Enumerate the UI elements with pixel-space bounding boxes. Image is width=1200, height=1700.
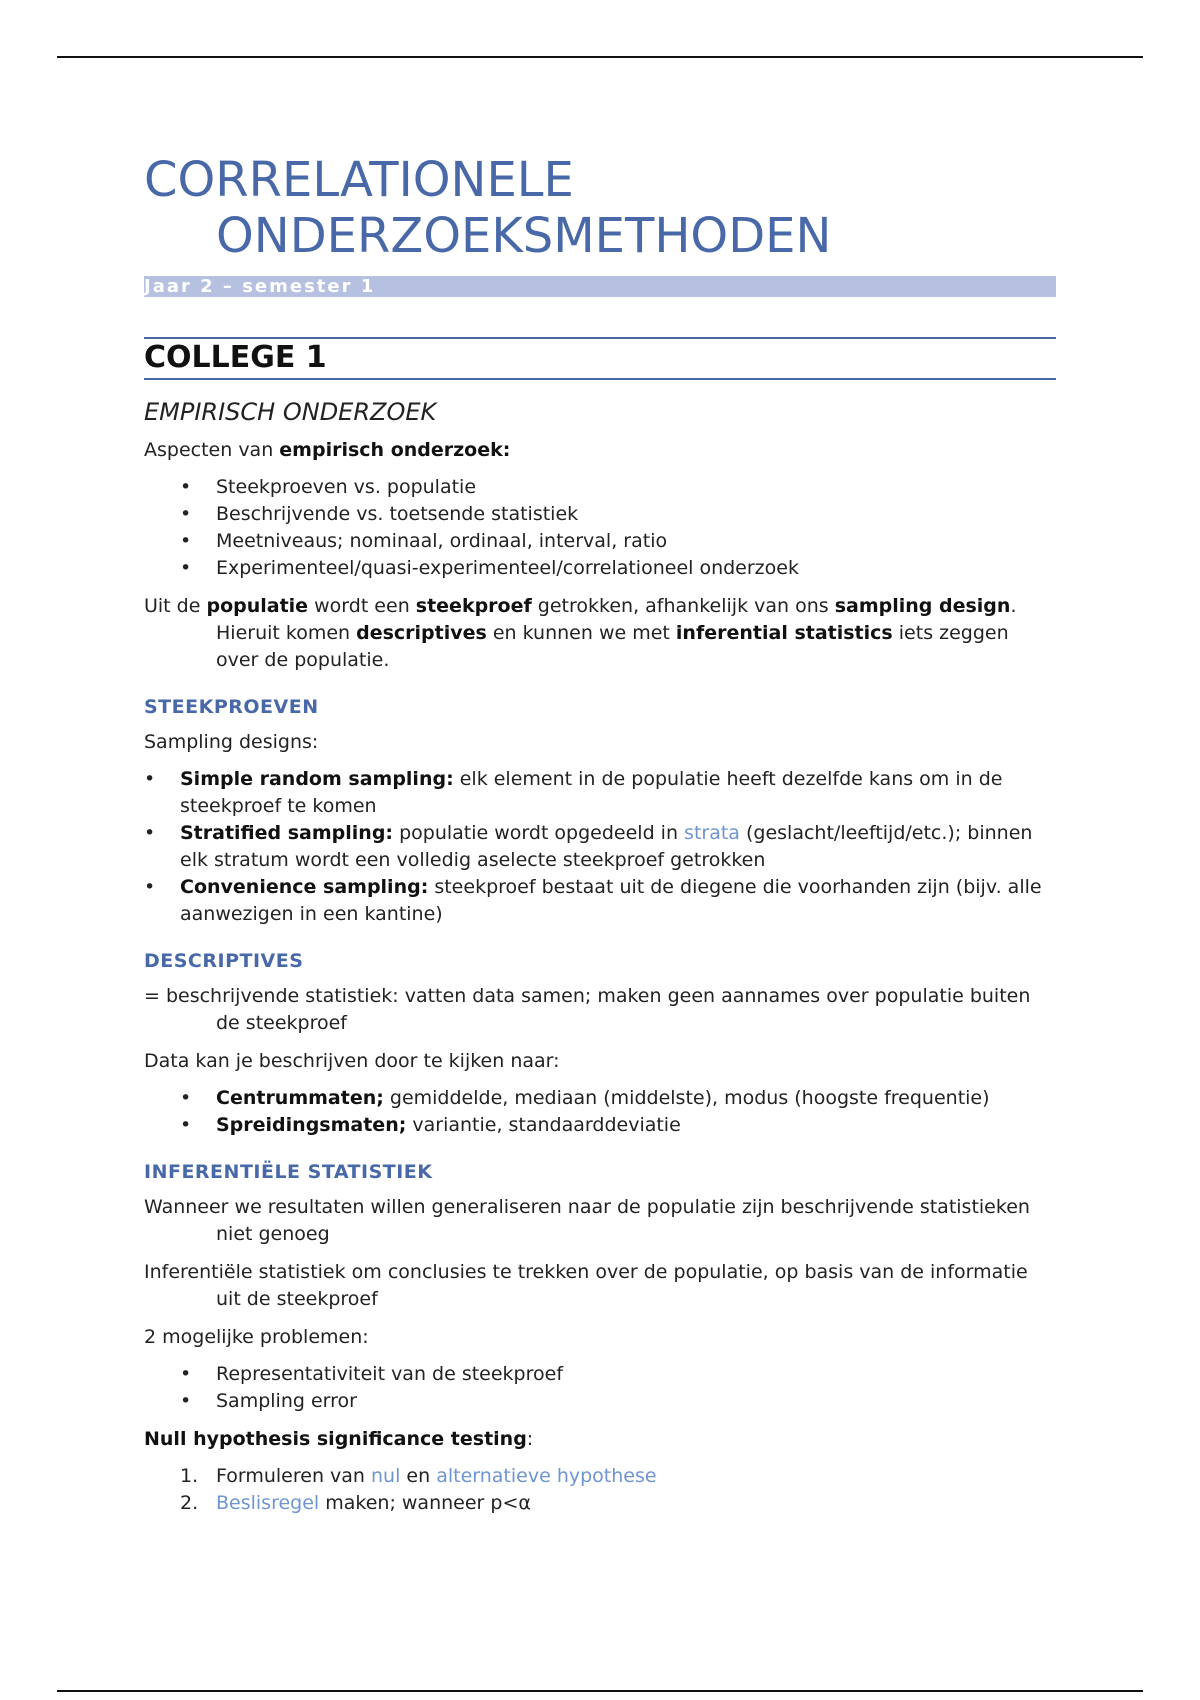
list-item: • Convenience sampling: steekproef bestaat uit de diegene die voorhanden zijn (bijv. alle aanwezigen in een kantine): [144, 876, 1042, 925]
alternatieve-hypothese-link[interactable]: alternatieve hypothese: [436, 1465, 657, 1487]
steekproeven-intro: Sampling designs:: [144, 731, 319, 753]
strata-link[interactable]: strata: [684, 822, 740, 844]
list-item: • Spreidingsmaten; variantie, standaarddeviatie: [180, 1114, 681, 1136]
list-item: • Sampling error: [180, 1390, 357, 1412]
descriptives-heading: DESCRIPTIVES: [144, 950, 304, 972]
problems-list: [144, 1361, 1056, 1415]
empirisch-heading: EMPIRISCH ONDERZOEK: [144, 398, 437, 426]
inferentieel-paragraph-1: Wanneer we resultaten willen generaliseren naar de populatie zijn beschrijvende statistieken niet genoeg: [144, 1196, 1030, 1245]
steekproeven-heading: STEEKPROEVEN: [144, 696, 319, 718]
list-item: • Representativiteit van de steekproef: [180, 1363, 564, 1385]
nhst-heading: Null hypothesis significance testing:: [144, 1428, 534, 1450]
descriptives-list: [144, 1085, 1056, 1139]
inferentieel-heading: INFERENTIËLE STATISTIEK: [144, 1161, 433, 1183]
descriptives-paragraph-1: = beschrijvende statistiek: vatten data samen; maken geen aannames over populatie buiten de steekproef: [144, 985, 1031, 1034]
list-item: • Steekproeven vs. populatie: [180, 476, 477, 498]
list-item: 2. Beslisregel maken; wanneer p<α: [180, 1492, 531, 1514]
inferentieel-paragraph-2: Inferentiële statistiek om conclusies te trekken over de populatie, op basis van de informatie uit de steekproef: [144, 1261, 1028, 1310]
list-item: • Simple random sampling: elk element in de populatie heeft dezelfde kans om in de steekproef te komen: [144, 768, 1003, 817]
title-line-1: CORRELATIONELE: [144, 152, 574, 208]
header-rule: [57, 56, 1143, 58]
sampling-designs-list: [144, 766, 1056, 928]
list-item: • Beschrijvende vs. toetsende statistiek: [180, 503, 579, 525]
list-item: • Meetniveaus; nominaal, ordinaal, interval, ratio: [180, 530, 668, 552]
nul-link[interactable]: nul: [371, 1465, 401, 1487]
document-page: [144, 152, 1056, 1517]
list-item: • Centrummaten; gemiddelde, mediaan (middelste), modus (hoogste frequentie): [180, 1087, 990, 1109]
list-item: • Experimenteel/quasi-experimenteel/correlationeel onderzoek: [180, 557, 799, 579]
empirisch-paragraph: Uit de populatie wordt een steekproef getrokken, afhankelijk van ons sampling design. Hieruit komen descriptives en kunnen we met inferential statistics iets zeggen over de populatie.: [144, 595, 1017, 671]
document-title: [144, 152, 1056, 264]
inferentieel-paragraph-3: 2 mogelijke problemen:: [144, 1326, 369, 1348]
descriptives-paragraph-2: Data kan je beschrijven door te kijken naar:: [144, 1050, 560, 1072]
title-line-2: ONDERZOEKSMETHODEN: [216, 208, 832, 264]
beslisregel-link[interactable]: Beslisregel: [216, 1492, 320, 1514]
empirisch-intro: Aspecten van empirisch onderzoek:: [144, 439, 511, 461]
college-heading: COLLEGE 1: [144, 337, 1056, 380]
empirisch-bullet-list: [144, 474, 1056, 582]
footer-rule: [57, 1690, 1143, 1692]
nhst-steps-list: [144, 1463, 1056, 1517]
subtitle-bar: Jaar 2 – semester 1: [144, 276, 1056, 297]
list-item: 1. Formuleren van nul en alternatieve hypothese: [180, 1465, 657, 1487]
list-item: • Stratified sampling: populatie wordt opgedeeld in strata (geslacht/leeftijd/etc.); binnen elk stratum wordt een volledig aselecte steekproef getrokken: [144, 822, 1033, 871]
